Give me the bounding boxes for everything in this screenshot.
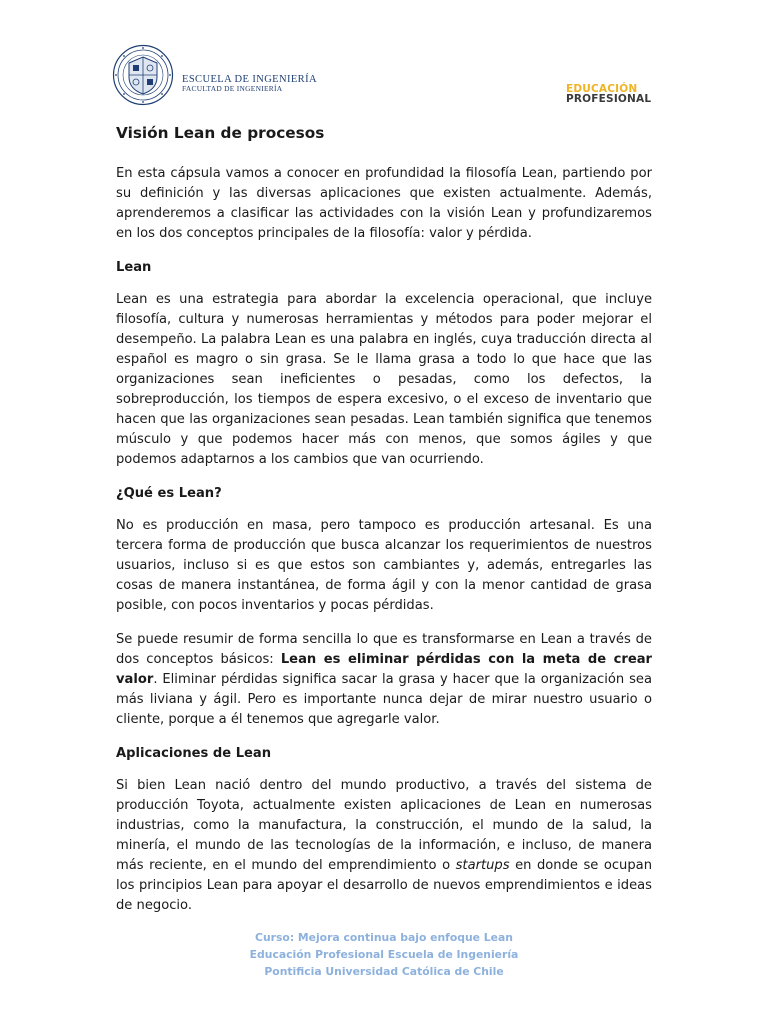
section-heading-que-es-lean: ¿Qué es Lean?: [116, 486, 222, 501]
footer-program: Educación Profesional Escuela de Ingeniería: [249, 948, 519, 961]
aplicaciones-italic-text: startups: [455, 858, 510, 873]
document-body: [116, 124, 652, 930]
school-name: ESCUELA DE INGENIERÍA: [182, 74, 317, 85]
section-heading-lean: Lean: [116, 260, 152, 275]
intro-paragraph: En esta cápsula vamos a conocer en profundidad la filosofía Lean, partiendo por su definición y las diversas aplicaciones que existen actualmente. Además, aprenderemos a clasificar las actividades con la visión Lean y profundizaremos en los dos conceptos principales de la filosofía: valor y pérdida.: [116, 166, 652, 241]
brand-logo: [566, 85, 651, 105]
section-paragraph-resumen: [116, 630, 652, 730]
brand-line1: EDUCACIÓN: [566, 83, 638, 95]
aplicaciones-text-start: Si bien Lean nació dentro del mundo productivo, a través del sistema de producción Toyota, actualmente existen aplicaciones de Lean en numerosas industrias, como la manufactura, la construcción, el mundo de la salud, la minería, el mundo de las tecnologías de la información, e incluso, de manera más reciente, en el mundo del emprendimiento o: [116, 778, 652, 873]
university-seal-icon: [112, 44, 174, 106]
section-paragraph-lean: Lean es una estrategia para abordar la excelencia operacional, que incluye filosofía, cultura y numerosas herramientas y métodos para poder mejorar el desempeño. La palabra Lean es una palabra en inglés, cuya traducción directa al español es magro o sin grasa. Se le llama grasa a todo lo que hace que las organizaciones sean ineficientes o pesadas, como los defectos, la sobreproducción, los tiempos de espera excesivo, o el exceso de inventario que hacen que las organizaciones sean pesadas. Lean también significa que tenemos músculo y que podemos hacer más con menos, que somos ágiles y que podemos adaptarnos a los cambios que van ocurriendo.: [116, 292, 652, 467]
section-heading-aplicaciones: Aplicaciones de Lean: [116, 746, 272, 761]
brand-line2: PROFESIONAL: [566, 92, 652, 105]
page-header: [112, 44, 652, 108]
page-footer: [0, 929, 768, 980]
school-name-block: [182, 74, 317, 93]
section-paragraph-aplicaciones: [116, 776, 652, 916]
resumen-text-end: . Eliminar pérdidas significa sacar la grasa y hacer que la organización sea más liviana y ágil. Pero es importante nunca dejar de mirar nuestro usuario o cliente, porque a él tenemos que agregarle valor.: [116, 672, 652, 727]
faculty-name: FACULTAD DE INGENIERÍA: [182, 84, 283, 94]
page-title: Visión Lean de procesos: [116, 124, 325, 142]
resumen-text-start: Se puede resumir de forma sencilla lo que es transformarse en Lean a través de dos conceptos básicos:: [116, 632, 652, 667]
footer-course: Curso: Mejora continua bajo enfoque Lean: [255, 931, 513, 944]
resumen-bold-text: Lean es eliminar pérdidas con la meta de crear valor: [116, 652, 652, 687]
aplicaciones-text-end: en donde se ocupan los principios Lean para apoyar el desarrollo de nuevos emprendimientos e ideas de negocio.: [116, 858, 652, 913]
section-paragraph-que-es-lean: No es producción en masa, pero tampoco es producción artesanal. Es una tercera forma de producción que busca alcanzar los requerimientos de nuestros usuarios, incluso si es que estos son cambiantes y, además, entregarles las cosas de manera instantánea, de forma ágil y con la menor cantidad de grasa posible, con pocos inventarios y pocas pérdidas.: [116, 518, 652, 613]
footer-university: Pontificia Universidad Católica de Chile: [264, 965, 504, 978]
